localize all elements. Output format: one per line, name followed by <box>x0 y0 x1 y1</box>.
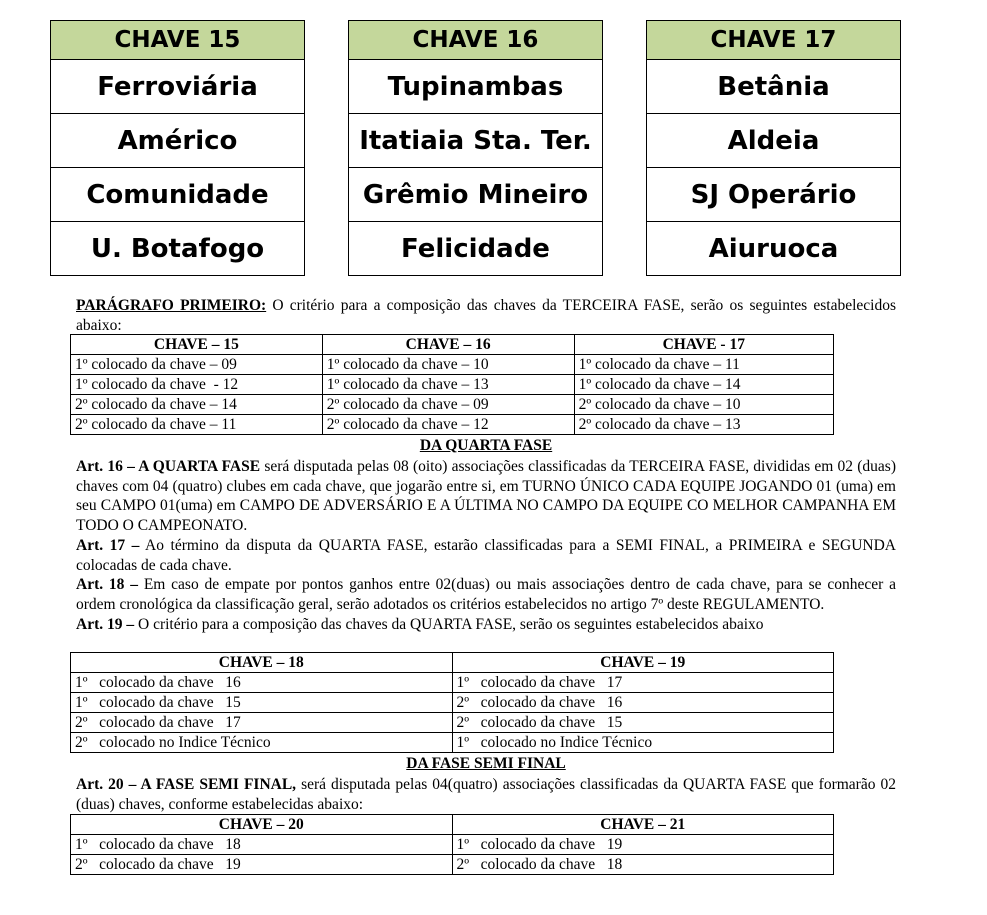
table-header: CHAVE – 16 <box>322 335 574 355</box>
article-18 <box>76 575 896 614</box>
team-cell: Tupinambas <box>349 60 603 114</box>
table-cell: 1º colocado da chave - 12 <box>71 375 323 395</box>
article-20 <box>76 775 896 814</box>
group-title: CHAVE 15 <box>51 21 305 60</box>
table-cell: 1º colocado da chave 15 <box>71 693 453 713</box>
table-cell: 2º colocado da chave 15 <box>452 713 834 733</box>
table-cell: 2º colocado da chave – 12 <box>322 415 574 435</box>
team-cell: Américo <box>51 114 305 168</box>
table-cell: 2º colocado da chave – 13 <box>574 415 833 435</box>
table-row <box>71 835 834 855</box>
paragrafo-primeiro <box>76 296 896 335</box>
group-title: CHAVE 17 <box>647 21 901 60</box>
table-cell: 1º colocado da chave – 14 <box>574 375 833 395</box>
table-row <box>71 355 834 375</box>
article-label: Art. 20 – A FASE SEMI FINAL, <box>76 776 297 793</box>
table-header: CHAVE – 15 <box>71 335 323 355</box>
table-row <box>71 673 834 693</box>
table-cell: 1º colocado da chave – 10 <box>322 355 574 375</box>
group-box-chave-15 <box>50 20 305 276</box>
article-16 <box>76 457 896 536</box>
table-cell: 2º colocado da chave 16 <box>452 693 834 713</box>
team-cell: Betânia <box>647 60 901 114</box>
table-row <box>71 733 834 753</box>
team-cell: U. Botafogo <box>51 222 305 276</box>
article-label: Art. 17 – <box>76 536 140 554</box>
team-cell: Felicidade <box>349 222 603 276</box>
team-cell: Itatiaia Sta. Ter. <box>349 114 603 168</box>
article-19 <box>76 615 896 635</box>
table-cell: 1º colocado da chave – 11 <box>574 355 833 375</box>
group-box-chave-16 <box>348 20 603 276</box>
table-cell: 1º colocado da chave 16 <box>71 673 453 693</box>
table-cell: 2º colocado da chave – 11 <box>71 415 323 435</box>
table-row <box>71 395 834 415</box>
table-row <box>71 855 834 875</box>
table-cell: 1º colocado da chave 19 <box>452 835 834 855</box>
table-cell: 2º colocado da chave – 09 <box>322 395 574 415</box>
article-label: Art. 16 – A QUARTA FASE <box>76 458 261 475</box>
article-17 <box>76 536 896 575</box>
article-label: Art. 18 – <box>76 576 138 594</box>
table-cell: 2º colocado da chave – 14 <box>71 395 323 415</box>
team-cell: Grêmio Mineiro <box>349 168 603 222</box>
table-cell: 1º colocado da chave – 09 <box>71 355 323 375</box>
table-header: CHAVE – 20 <box>71 815 453 835</box>
article-text: Ao término da disputa da QUARTA FASE, estarão classificadas para a SEMI FINAL, a PRIMEIRA e SEGUNDA colocadas de cada chave. <box>76 536 896 574</box>
third-phase-table <box>70 334 834 435</box>
table-cell: 1º colocado no Indice Técnico <box>452 733 834 753</box>
section-title-semi-final: DA FASE SEMI FINAL <box>406 755 566 772</box>
paragrafo-label: PARÁGRAFO PRIMEIRO: <box>76 297 267 314</box>
team-cell: Ferroviária <box>51 60 305 114</box>
group-title: CHAVE 16 <box>349 21 603 60</box>
table-row <box>71 415 834 435</box>
table-cell: 2º colocado da chave 18 <box>452 855 834 875</box>
article-text: Em caso de empate por pontos ganhos entre 02(duas) ou mais associações dentro de cada chave, para se conhecer a ordem cronológica da classificação geral, serão adotados os critérios estabelecidos no artigo 7º deste REGULAMENTO. <box>76 576 896 613</box>
table-header: CHAVE – 18 <box>71 653 453 673</box>
table-row <box>71 693 834 713</box>
table-cell: 2º colocado no Indice Técnico <box>71 733 453 753</box>
semi-final-table <box>70 814 834 875</box>
table-row <box>71 375 834 395</box>
table-cell: 1º colocado da chave – 13 <box>322 375 574 395</box>
paragrafo-text: O critério para a composição das chaves da TERCEIRA FASE, serão os seguintes estabelecidos abaixo: <box>76 297 896 334</box>
team-cell: SJ Operário <box>647 168 901 222</box>
table-header: CHAVE - 17 <box>574 335 833 355</box>
table-header: CHAVE – 21 <box>452 815 834 835</box>
article-text: será disputada pelas 08 (oito) associações classificadas da TERCEIRA FASE, divididas em 02 (duas) chaves com 04 (quatro) clubes em cada chave, que jogarão entre si, em TURNO ÚNICO CADA EQUIPE JOGANDO 01 (uma) em seu CAMPO 01(uma) em CAMPO DE ADVERSÁRIO E A ÚLTIMA NO CAMPO DA EQUIPE CO MELHOR CAMPANHA EM TODO O CAMPEONATO. <box>76 458 896 535</box>
table-row <box>71 713 834 733</box>
table-cell: 1º colocado da chave 17 <box>452 673 834 693</box>
team-cell: Aiuruoca <box>647 222 901 276</box>
team-cell: Aldeia <box>647 114 901 168</box>
section-title-quarta-fase: DA QUARTA FASE <box>419 437 553 454</box>
team-cell: Comunidade <box>51 168 305 222</box>
table-cell: 2º colocado da chave 17 <box>71 713 453 733</box>
table-cell: 2º colocado da chave 19 <box>71 855 453 875</box>
table-cell: 1º colocado da chave 18 <box>71 835 453 855</box>
article-text: será disputada pelas 04(quatro) associações classificadas da QUARTA FASE que formarão 02 (duas) chaves, conforme estabelecidas abaixo: <box>76 776 896 813</box>
group-box-chave-17 <box>646 20 901 276</box>
article-label: Art. 19 – <box>76 615 135 633</box>
fourth-phase-table <box>70 652 834 753</box>
article-text: O critério para a composição das chaves da QUARTA FASE, serão os seguintes estabelecidos abaixo <box>134 615 764 633</box>
table-header: CHAVE – 19 <box>452 653 834 673</box>
articles-block <box>76 457 896 634</box>
table-cell: 2º colocado da chave – 10 <box>574 395 833 415</box>
